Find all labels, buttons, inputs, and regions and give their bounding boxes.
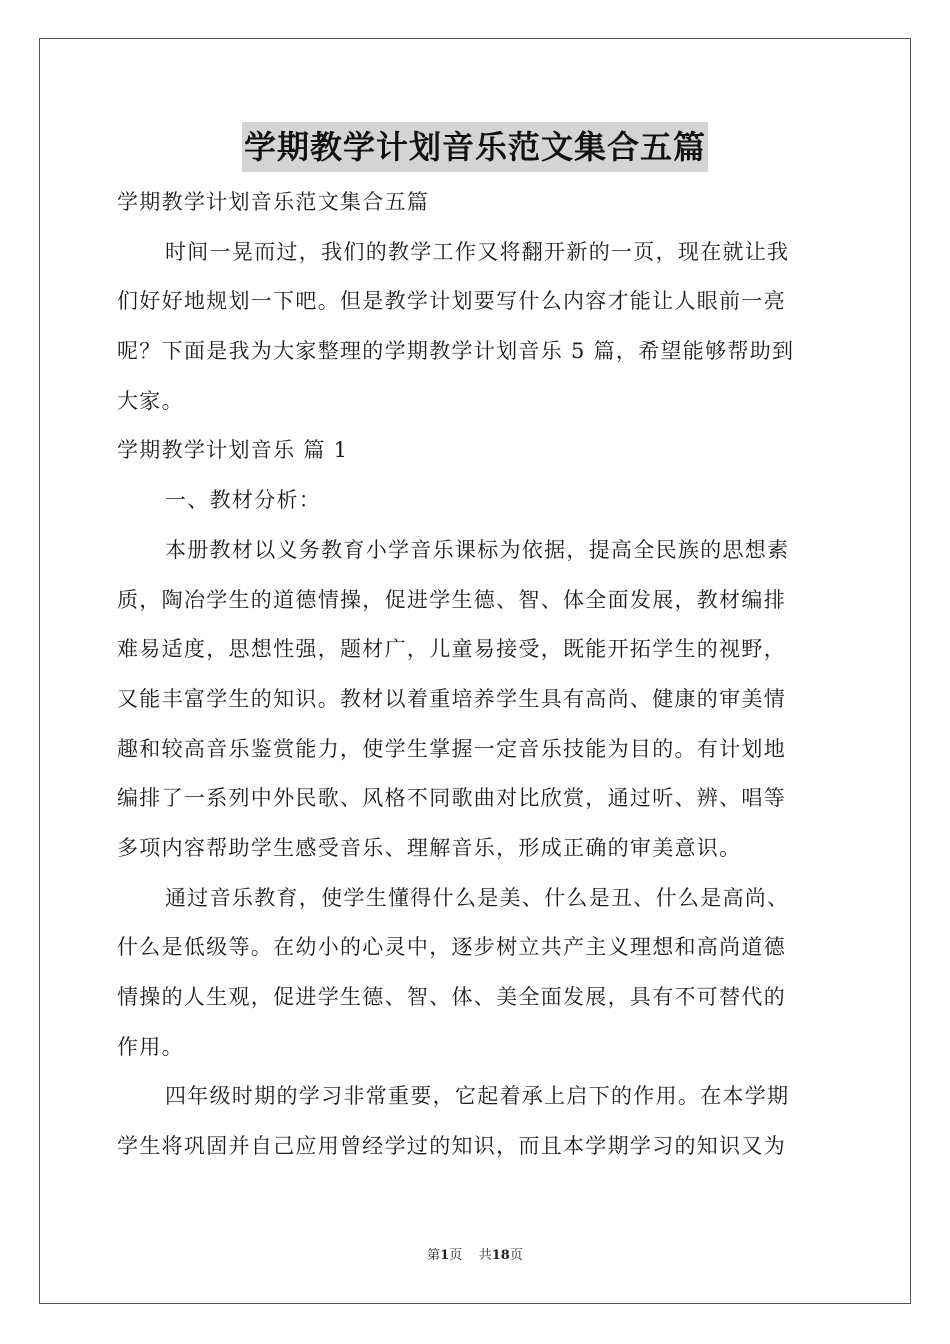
footer-total-suffix: 页: [509, 1248, 523, 1263]
footer-page-suffix: 页: [449, 1248, 463, 1263]
body-line: 四年级时期的学习非常重要，它起着承上启下的作用。在本学期: [165, 1084, 790, 1109]
body-line: 时间一晃而过，我们的教学工作又将翻开新的一页，现在就让我: [165, 239, 790, 264]
document-body: [117, 178, 833, 1172]
body-line: 作用。: [117, 1034, 184, 1059]
footer-total-prefix: 共: [478, 1248, 492, 1263]
body-line: 质，陶冶学生的道德情操，促进学生德、智、体全面发展，教材编排: [117, 587, 786, 612]
page-footer: [0, 1246, 950, 1266]
footer-current-page: 1: [440, 1248, 450, 1263]
body-line: 什么是低级等。在幼小的心灵中，逐步树立共产主义理想和高尚道德: [117, 935, 786, 960]
body-line: 趣和较高音乐鉴赏能力，使学生掌握一定音乐技能为目的。有计划地: [117, 736, 786, 761]
body-line: 通过音乐教育，使学生懂得什么是美、什么是丑、什么是高尚、: [165, 885, 790, 910]
body-line: 编排了一系列中外民歌、风格不同歌曲对比欣赏，通过听、辨、唱等: [117, 786, 786, 811]
body-line: 难易适度，思想性强，题材广，儿童易接受，既能开拓学生的视野，: [117, 637, 786, 662]
body-line: 情操的人生观，促进学生德、智、体、美全面发展，具有不可替代的: [117, 985, 786, 1009]
footer-total-pages: 18: [491, 1248, 510, 1263]
body-line: 大家。: [117, 388, 184, 413]
title-wrap: [0, 122, 950, 172]
body-line: 多项内容帮助学生感受音乐、理解音乐，形成正确的审美意识。: [117, 835, 742, 860]
body-line: 学期教学计划音乐范文集合五篇: [117, 190, 430, 214]
body-line: 学生将巩固并自己应用曾经学过的知识，而且本学期学习的知识又为: [117, 1134, 786, 1159]
body-line: 本册教材以义务教育小学音乐课标为依据，提高全民族的思想素: [165, 537, 790, 562]
body-line: 们好好地规划一下吧。但是教学计划要写什么内容才能让人眼前一亮: [117, 289, 786, 314]
body-line: 又能丰富学生的知识。教材以着重培养学生具有高尚、健康的审美情: [117, 686, 786, 711]
document-title: 学期教学计划音乐范文集合五篇: [242, 122, 708, 172]
body-line: 一、教材分析：: [165, 488, 322, 513]
footer-page-prefix: 第: [427, 1248, 441, 1263]
body-line: 学期教学计划音乐 篇 1: [117, 438, 349, 463]
body-line: 呢？下面是我为大家整理的学期教学计划音乐 5 篇，希望能够帮助到: [117, 339, 795, 364]
